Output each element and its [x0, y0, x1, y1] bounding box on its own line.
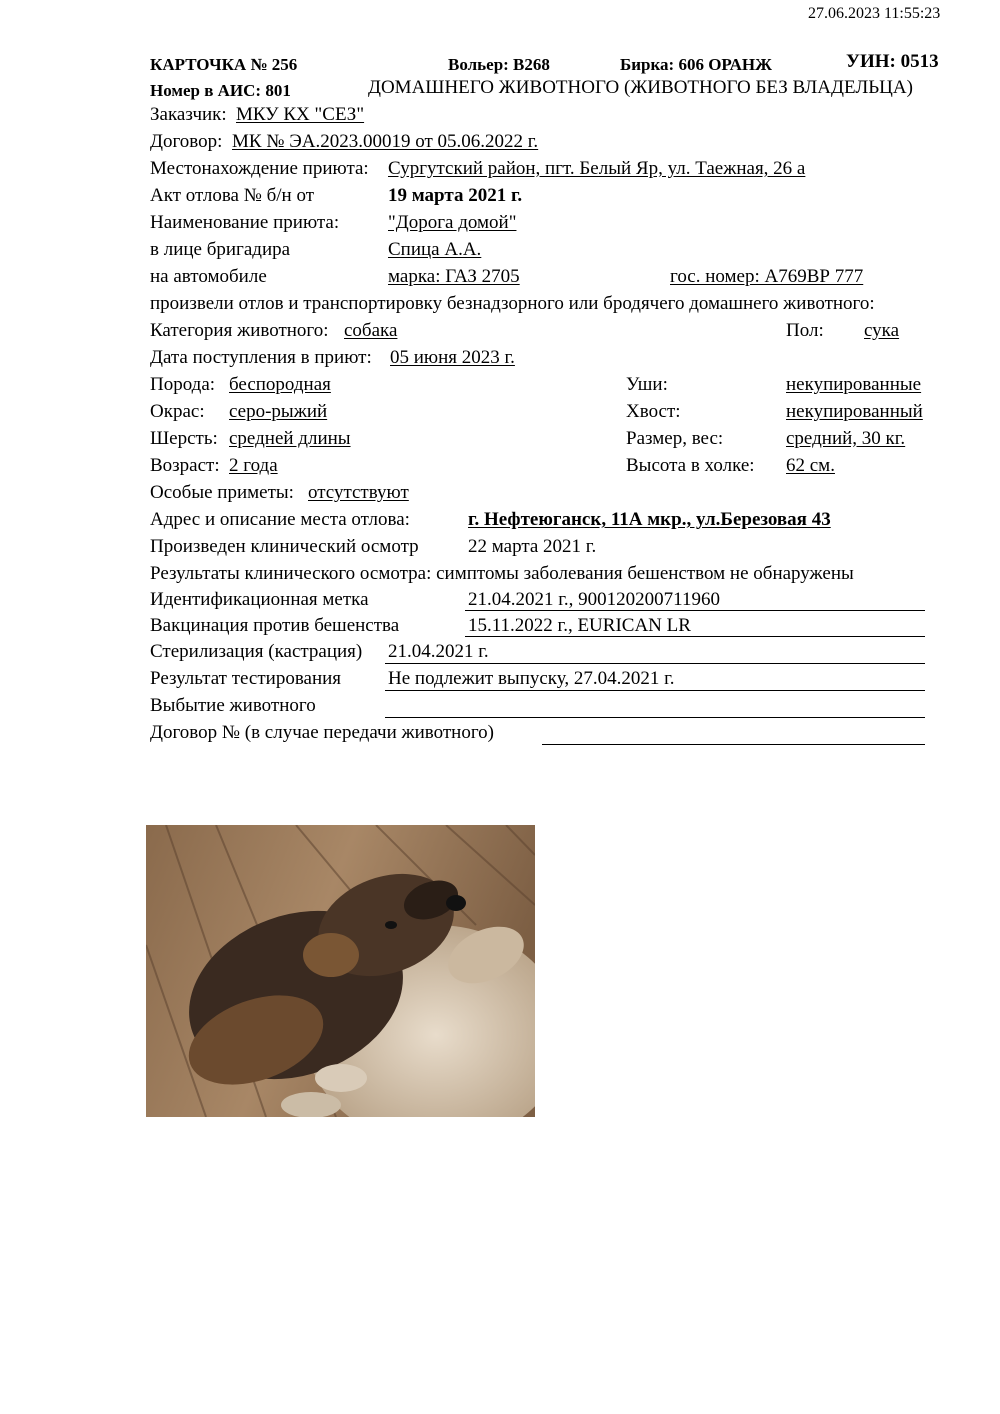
tag-number: Бирка: 606 ОРАНЖ	[620, 55, 772, 74]
breed-value: беспородная	[229, 374, 331, 395]
clinical-exam-value: 22 марта 2021 г.	[468, 536, 597, 557]
vehicle-brand: марка: ГАЗ 2705	[388, 266, 520, 287]
uin-number: УИН: 0513	[846, 51, 939, 72]
departure-line	[385, 717, 925, 718]
capture-address-label: Адрес и описание места отлова:	[150, 509, 410, 530]
shelter-name-label: Наименование приюта:	[150, 212, 340, 233]
id-mark-line	[465, 610, 925, 611]
ears-label: Уши:	[626, 374, 668, 395]
height-label: Высота в холке:	[626, 455, 755, 476]
breed-label: Порода:	[150, 374, 216, 395]
clinical-exam-label: Произведен клинический осмотр	[150, 536, 419, 557]
category-value: собака	[344, 320, 398, 341]
shelter-location-value: Сургутский район, пгт. Белый Яр, ул. Таежная, 26 а	[388, 158, 806, 179]
color-label: Окрас:	[150, 401, 205, 422]
contract-label: Договор:	[150, 131, 223, 152]
foreman-label: в лице бригадира	[150, 239, 291, 260]
print-timestamp: 27.06.2023 11:55:23	[808, 5, 941, 22]
testing-value: Не подлежит выпуску, 27.04.2021 г.	[388, 668, 675, 689]
sterilization-label: Стерилизация (кастрация)	[150, 641, 363, 662]
capture-statement: произвели отлов и транспортировку безнадзорного или бродячего домашнего животного:	[150, 293, 875, 314]
id-mark-label: Идентификационная метка	[150, 589, 369, 610]
size-label: Размер, вес:	[626, 428, 724, 449]
special-marks-value: отсутствуют	[308, 482, 409, 503]
size-value: средний, 30 кг.	[786, 428, 906, 449]
sterilization-line	[385, 663, 925, 664]
coat-label: Шерсть:	[150, 428, 218, 449]
testing-line	[385, 690, 925, 691]
capture-act-date: 19 марта 2021 г.	[388, 185, 523, 206]
vaccination-line	[465, 636, 925, 637]
tail-label: Хвост:	[626, 401, 681, 422]
capture-act-label: Акт отлова № б/н от	[150, 185, 315, 206]
transfer-contract-line	[542, 744, 925, 745]
clinical-exam-result: Результаты клинического осмотра: симптомы заболевания бешенством не обнаружены	[150, 563, 854, 584]
enclosure-number: Вольер: B268	[448, 55, 550, 74]
category-label: Категория животного:	[150, 320, 329, 341]
tail-value: некупированный	[786, 401, 923, 422]
sex-value: сука	[864, 320, 900, 341]
special-marks-label: Особые приметы:	[150, 482, 294, 503]
departure-label: Выбытие животного	[150, 695, 316, 716]
arrival-value: 05 июня 2023 г.	[390, 347, 515, 368]
sterilization-value: 21.04.2021 г.	[388, 641, 489, 662]
testing-label: Результат тестирования	[150, 668, 342, 689]
height-value: 62 см.	[786, 455, 835, 476]
arrival-label: Дата поступления в приют:	[150, 347, 372, 368]
shelter-location-label: Местонахождение приюта:	[150, 158, 369, 179]
shelter-name-value: "Дорога домой"	[388, 212, 517, 233]
sex-label: Пол:	[786, 320, 824, 341]
foreman-value: Спица А.А.	[388, 239, 482, 260]
vaccination-value: 15.11.2022 г., EURICAN LR	[468, 615, 691, 636]
animal-photo	[146, 825, 535, 1117]
capture-address-value: г. Нефтеюганск, 11А мкр., ул.Березовая 43	[468, 509, 831, 530]
ears-value: некупированные	[786, 374, 922, 395]
vaccination-label: Вакцинация против бешенства	[150, 615, 400, 636]
vehicle-label: на автомобиле	[150, 266, 267, 287]
card-number: КАРТОЧКА № 256	[150, 55, 298, 74]
vehicle-plate: гос. номер: А769ВР 777	[670, 266, 864, 287]
coat-value: средней длины	[229, 428, 351, 449]
age-value: 2 года	[229, 455, 278, 476]
document-title: ДОМАШНЕГО ЖИВОТНОГО (ЖИВОТНОГО БЕЗ ВЛАДЕЛЬЦА)	[368, 77, 913, 98]
contract-value: МК № ЭА.2023.00019 от 05.06.2022 г.	[232, 131, 539, 152]
customer-value: МКУ КХ "СЕЗ"	[236, 104, 365, 125]
ais-number: Номер в АИС: 801	[150, 81, 291, 100]
customer-label: Заказчик:	[150, 104, 227, 125]
color-value: серо-рыжий	[229, 401, 328, 422]
age-label: Возраст:	[150, 455, 220, 476]
transfer-contract-label: Договор № (в случае передачи животного)	[150, 722, 494, 743]
id-mark-value: 21.04.2021 г., 900120200711960	[468, 589, 720, 610]
